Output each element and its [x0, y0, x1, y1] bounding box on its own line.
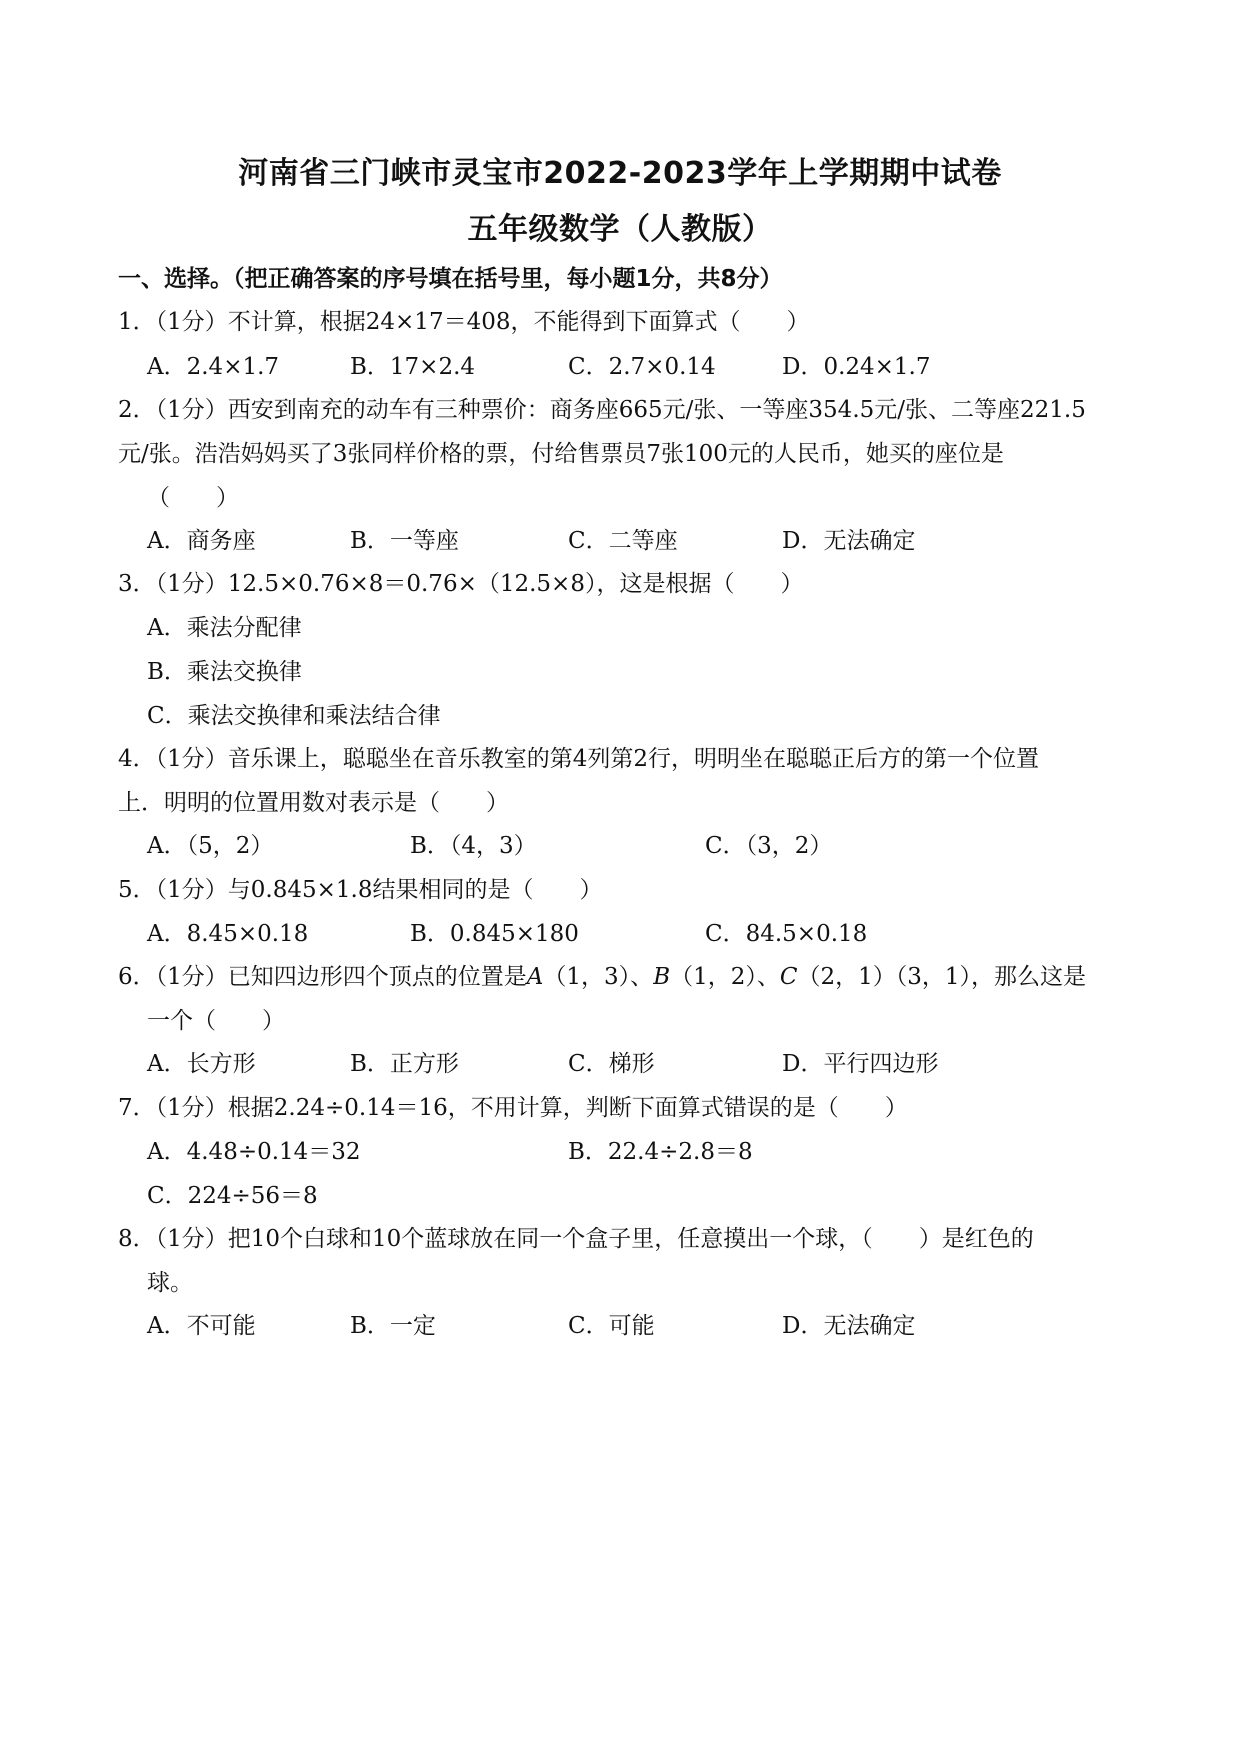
q6-point-b: B — [653, 964, 671, 990]
q7-option-a: A．4.48÷0.14＝32 — [147, 1139, 361, 1165]
q6-point-c: C — [779, 964, 798, 990]
question-8-line-1: 8．（1分）把10个白球和10个蓝球放在同一个盒子里，任意摸出一个球，（ ）是红色的 — [118, 1226, 1034, 1252]
question-3: 3．（1分）12.5×0.76×8＝0.76×（12.5×8），这是根据（ ） — [118, 571, 804, 597]
q6-text-post: （2，1）（3，1），那么这是 — [797, 964, 1087, 990]
q6-point-a-coord: （1，3）、 — [543, 964, 654, 990]
q4-option-b: B．（4，3） — [410, 833, 537, 859]
question-1: 1．（1分）不计算，根据24×17＝408，不能得到下面算式（ ） — [118, 309, 810, 335]
q1-option-b: B．17×2.4 — [350, 354, 476, 380]
q1-option-a: A．2.4×1.7 — [147, 354, 280, 380]
q8-option-d: D．无法确定 — [782, 1313, 916, 1339]
q6-option-c: C．梯形 — [568, 1051, 655, 1077]
q8-option-b: B．一定 — [350, 1313, 436, 1339]
q1-option-c: C．2.7×0.14 — [568, 354, 716, 380]
q3-option-b: B．乘法交换律 — [147, 659, 302, 685]
question-6-line-1 — [118, 958, 1086, 991]
document-title: 河南省三门峡市灵宝市2022-2023学年上学期期中试卷 — [238, 156, 1002, 191]
q2-option-c: C．二等座 — [568, 528, 678, 554]
q6-point-b-coord: （1，2）、 — [670, 964, 780, 990]
q7-option-b: B．22.4÷2.8＝8 — [568, 1139, 753, 1165]
q5-option-b: B．0.845×180 — [410, 921, 579, 947]
q6-option-a: A．长方形 — [147, 1051, 256, 1077]
question-8-line-2: 球。 — [147, 1270, 193, 1296]
q5-option-a: A．8.45×0.18 — [147, 921, 309, 947]
q3-option-a: A．乘法分配律 — [147, 615, 302, 641]
section-heading-choice: 一、选择。（把正确答案的序号填在括号里，每小题1分，共8分） — [118, 266, 783, 292]
question-5: 5．（1分）与0.845×1.8结果相同的是（ ） — [118, 877, 603, 903]
q4-option-a: A．（5，2） — [147, 833, 274, 859]
question-2-line-1: 2．（1分）西安到南充的动车有三种票价：商务座665元/张、一等座354.5元/张、二等座221.5 — [118, 397, 1086, 423]
q7-option-c: C．224÷56＝8 — [147, 1183, 318, 1209]
q2-option-a: A．商务座 — [147, 528, 256, 554]
question-7: 7．（1分）根据2.24÷0.14＝16，不用计算，判断下面算式错误的是（ ） — [118, 1095, 908, 1121]
question-4-line-1: 4．（1分）音乐课上，聪聪坐在音乐教室的第4列第2行，明明坐在聪聪正后方的第一个位置 — [118, 746, 1040, 772]
question-2-line-3: （ ） — [147, 485, 239, 511]
q4-option-c: C．（3，2） — [705, 833, 833, 859]
q1-option-d: D．0.24×1.7 — [782, 354, 931, 380]
q5-option-c: C．84.5×0.18 — [705, 921, 868, 947]
document-subtitle: 五年级数学（人教版） — [467, 212, 773, 247]
q6-text-pre: 6．（1分）已知四边形四个顶点的位置是 — [118, 964, 527, 990]
q8-option-c: C．可能 — [568, 1313, 655, 1339]
q8-option-a: A．不可能 — [147, 1313, 256, 1339]
question-2-line-2: 元/张。浩浩妈妈买了3张同样价格的票，付给售票员7张100元的人民币，她买的座位是 — [118, 441, 1004, 467]
question-4-line-2: 上．明明的位置用数对表示是（ ） — [118, 790, 509, 816]
q2-option-b: B．一等座 — [350, 528, 459, 554]
q2-option-d: D．无法确定 — [782, 528, 916, 554]
q3-option-c: C．乘法交换律和乘法结合律 — [147, 703, 441, 729]
q6-point-a: A — [526, 964, 544, 990]
q6-option-d: D．平行四边形 — [782, 1051, 939, 1077]
q6-option-b: B．正方形 — [350, 1051, 459, 1077]
question-6-line-2: 一个（ ） — [147, 1008, 285, 1034]
